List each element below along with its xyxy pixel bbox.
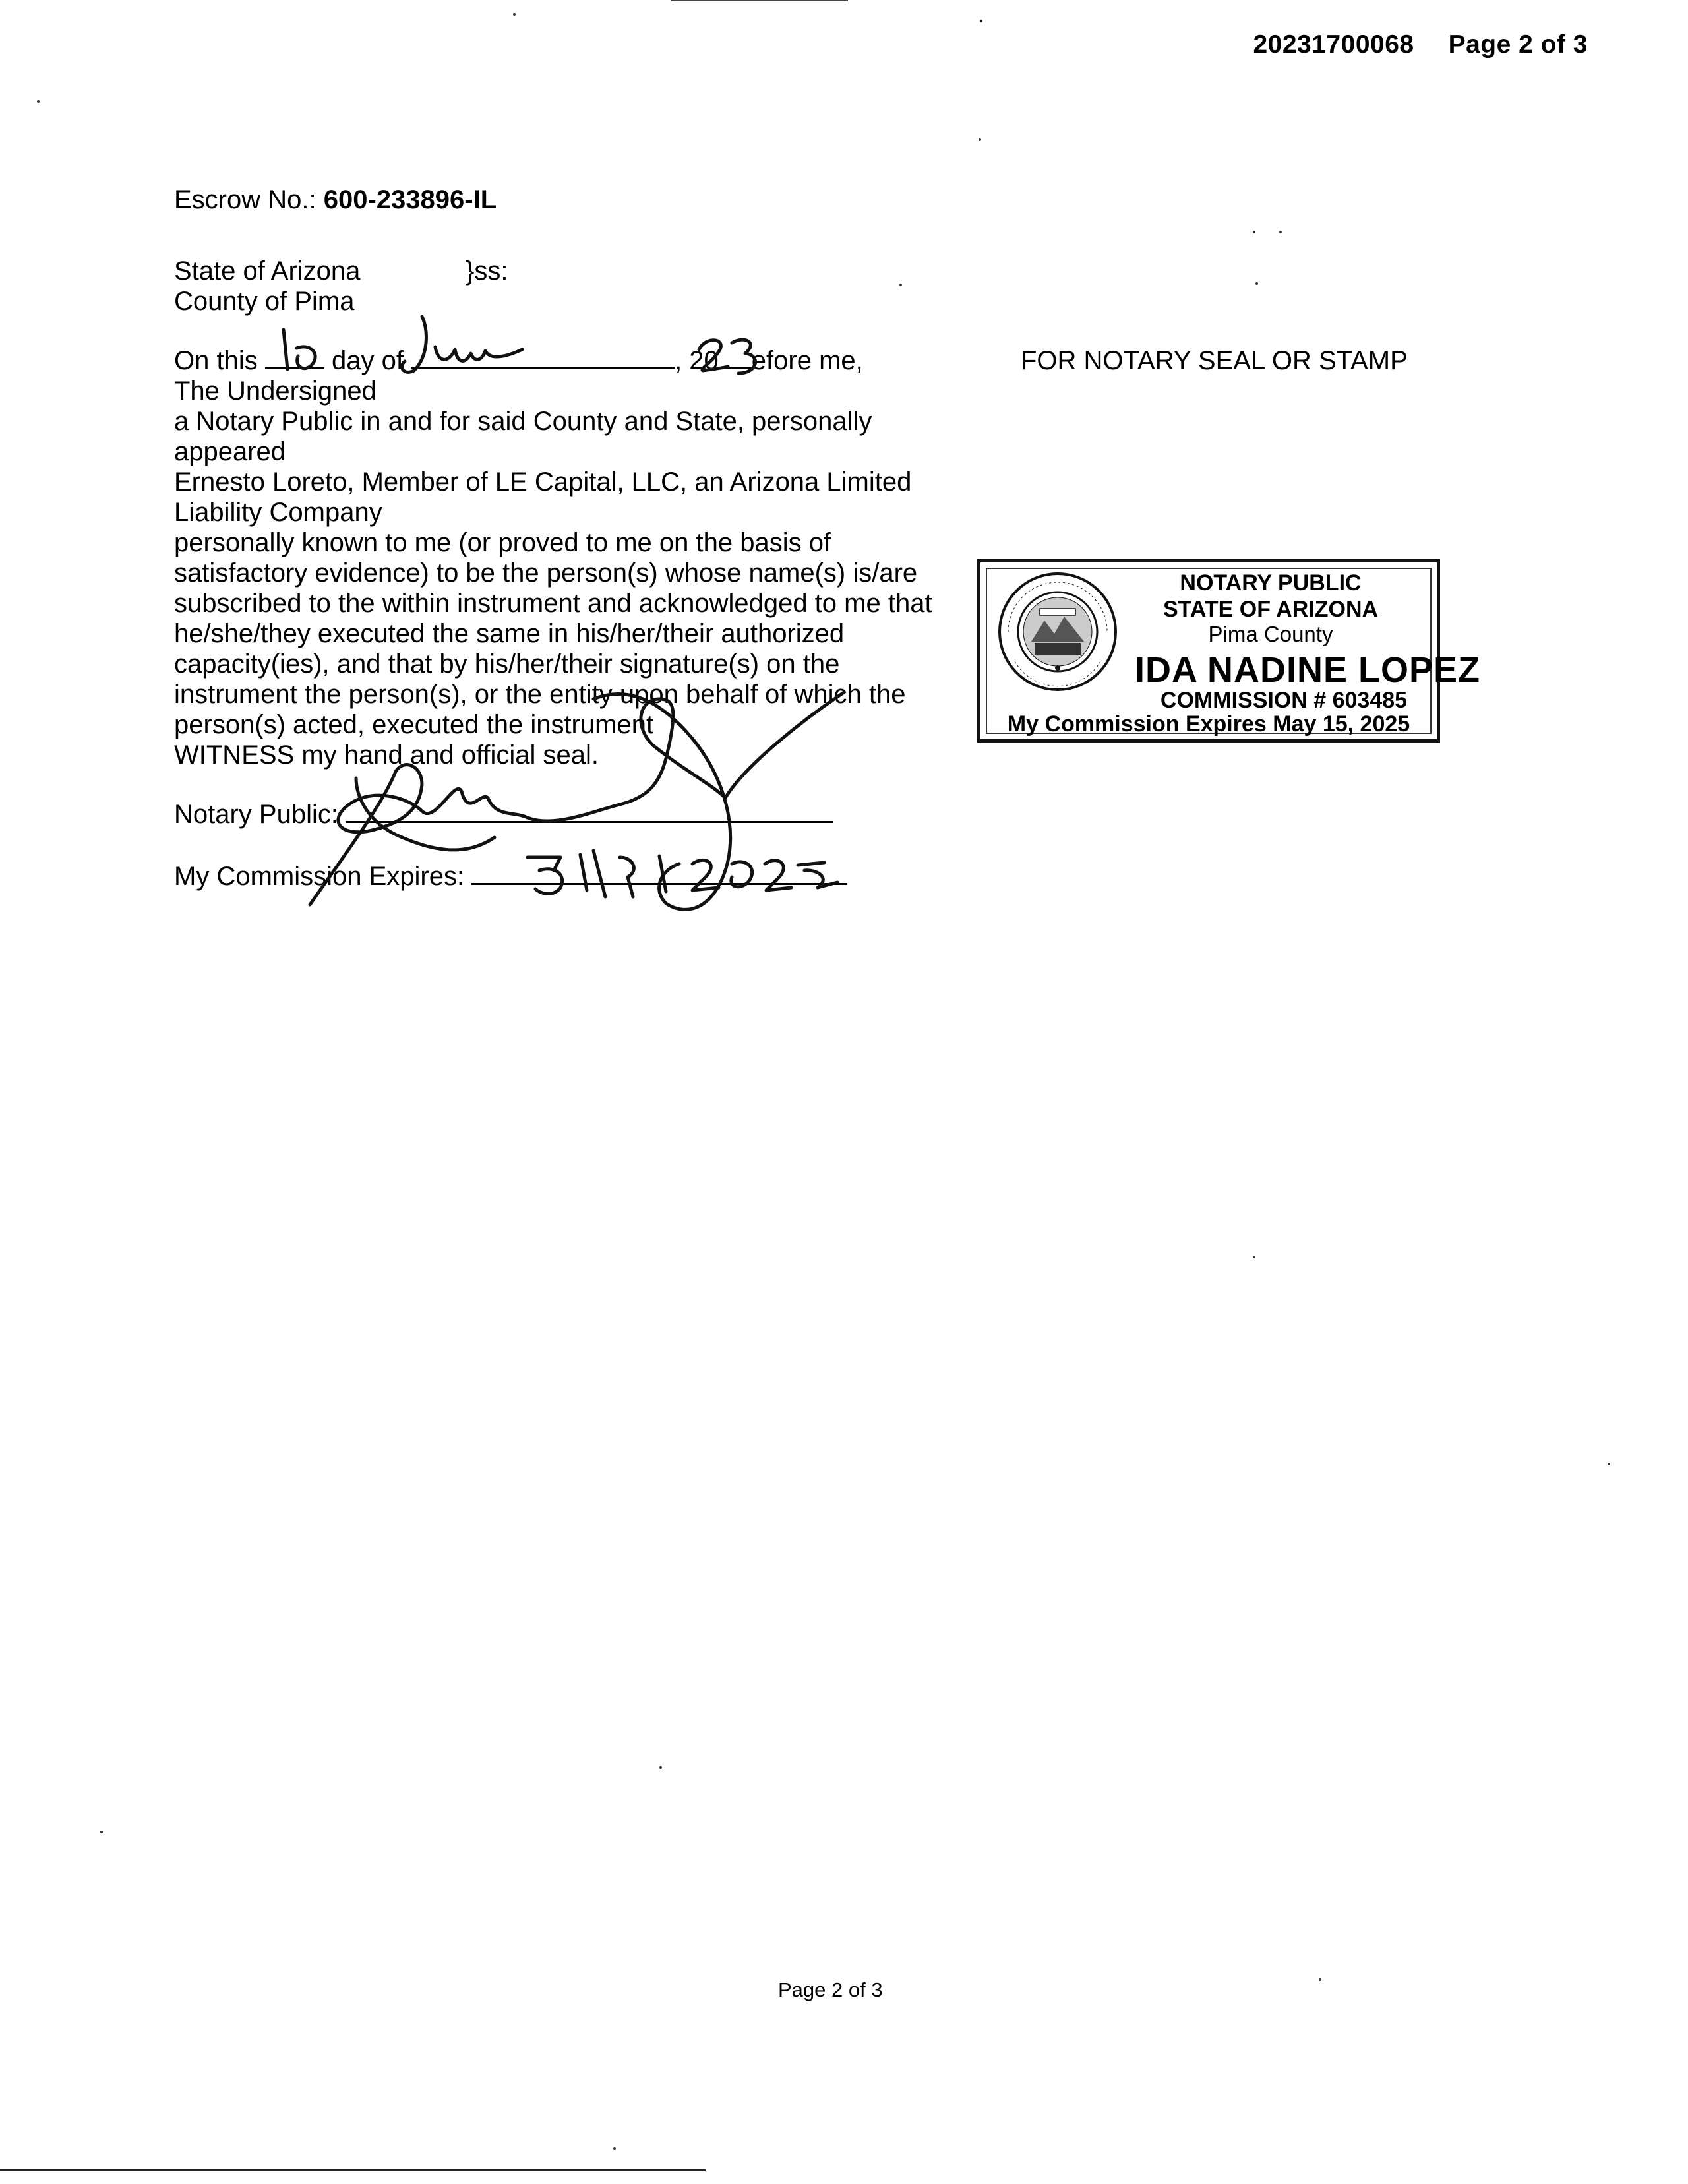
ack-line: a Notary Public in and for said County and State, personally (174, 407, 872, 436)
scan-speck (659, 1766, 662, 1769)
ack-line: Ernesto Loreto, Member of LE Capital, LLC, an Arizona Limited (174, 468, 912, 497)
scan-speck (37, 100, 40, 103)
seal-area-label: FOR NOTARY SEAL OR STAMP (1021, 346, 1408, 375)
scan-speck (979, 138, 981, 141)
handwriting-overlay (0, 0, 1688, 936)
handwritten-year (699, 340, 756, 373)
notary-signature (310, 692, 844, 905)
ack-line: Liability Company (174, 498, 382, 527)
stamp-title: NOTARY PUBLIC (1180, 570, 1362, 595)
stamp-state: STATE OF ARIZONA (1162, 597, 1379, 622)
recording-number: 20231700068 (1253, 30, 1414, 59)
ack-line: satisfactory evidence) to be the person(s) whose name(s) is/are (174, 559, 918, 588)
stamp-notary-name: IDA NADINE LOPEZ (1135, 650, 1481, 690)
scan-speck (513, 13, 516, 16)
ack-line: capacity(ies), and that by his/her/their signature(s) on the (174, 650, 840, 679)
ack-line: WITNESS my hand and official seal. (174, 741, 599, 770)
on-this-label: On this (174, 346, 258, 375)
handwritten-expiry (528, 851, 837, 897)
scan-speck (613, 2147, 616, 2150)
scan-speck (1255, 282, 1258, 285)
scan-speck (1253, 1256, 1255, 1258)
footer-page-label: Page 2 of 3 (778, 1978, 883, 2001)
day-of-label: day of (331, 346, 404, 375)
scan-speck (980, 20, 982, 22)
ack-line: personally known to me (or proved to me on the basis of (174, 528, 831, 557)
scan-bottom-line (0, 2169, 706, 2171)
ack-line: he/she/they executed the same in his/her/their authorized (174, 619, 845, 648)
scan-speck (100, 1831, 103, 1833)
escrow-number: 600-233896-IL (323, 185, 497, 214)
venue-ss: }ss: (466, 257, 508, 286)
ack-line: instrument the person(s), or the entity upon behalf of which the (174, 680, 906, 709)
scan-speck (1253, 231, 1255, 233)
stamp-commission: COMMISSION # 603485 (1160, 688, 1408, 713)
arizona-state-seal (995, 569, 1120, 694)
venue-county: County of Pima (174, 287, 355, 316)
notary-public-label: Notary Public: (174, 800, 338, 829)
scan-speck (1319, 1978, 1321, 1981)
ack-line: The Undersigned (174, 377, 377, 406)
stamp-county: Pima County (1208, 622, 1333, 646)
stamp-expires: My Commission Expires May 15, 2025 (1007, 712, 1410, 737)
ack-line: person(s) acted, executed the instrument (174, 710, 654, 739)
scan-speck (1608, 1463, 1610, 1465)
handwritten-month (402, 317, 522, 372)
handwritten-day (284, 330, 315, 369)
year-prefix: , 20 (675, 346, 719, 375)
before-me-label: efore me, (751, 346, 863, 375)
notary-stamp (977, 559, 1481, 743)
scan-speck (899, 284, 902, 286)
scan-speck (1279, 231, 1282, 233)
header-page-label: Page 2 of 3 (1448, 30, 1588, 59)
venue-state: State of Arizona (174, 257, 361, 286)
ack-line: appeared (174, 437, 286, 466)
escrow-label: Escrow No.: (174, 185, 316, 214)
ack-line: subscribed to the within instrument and acknowledged to me that (174, 589, 932, 618)
commission-expires-label: My Commission Expires: (174, 862, 465, 891)
